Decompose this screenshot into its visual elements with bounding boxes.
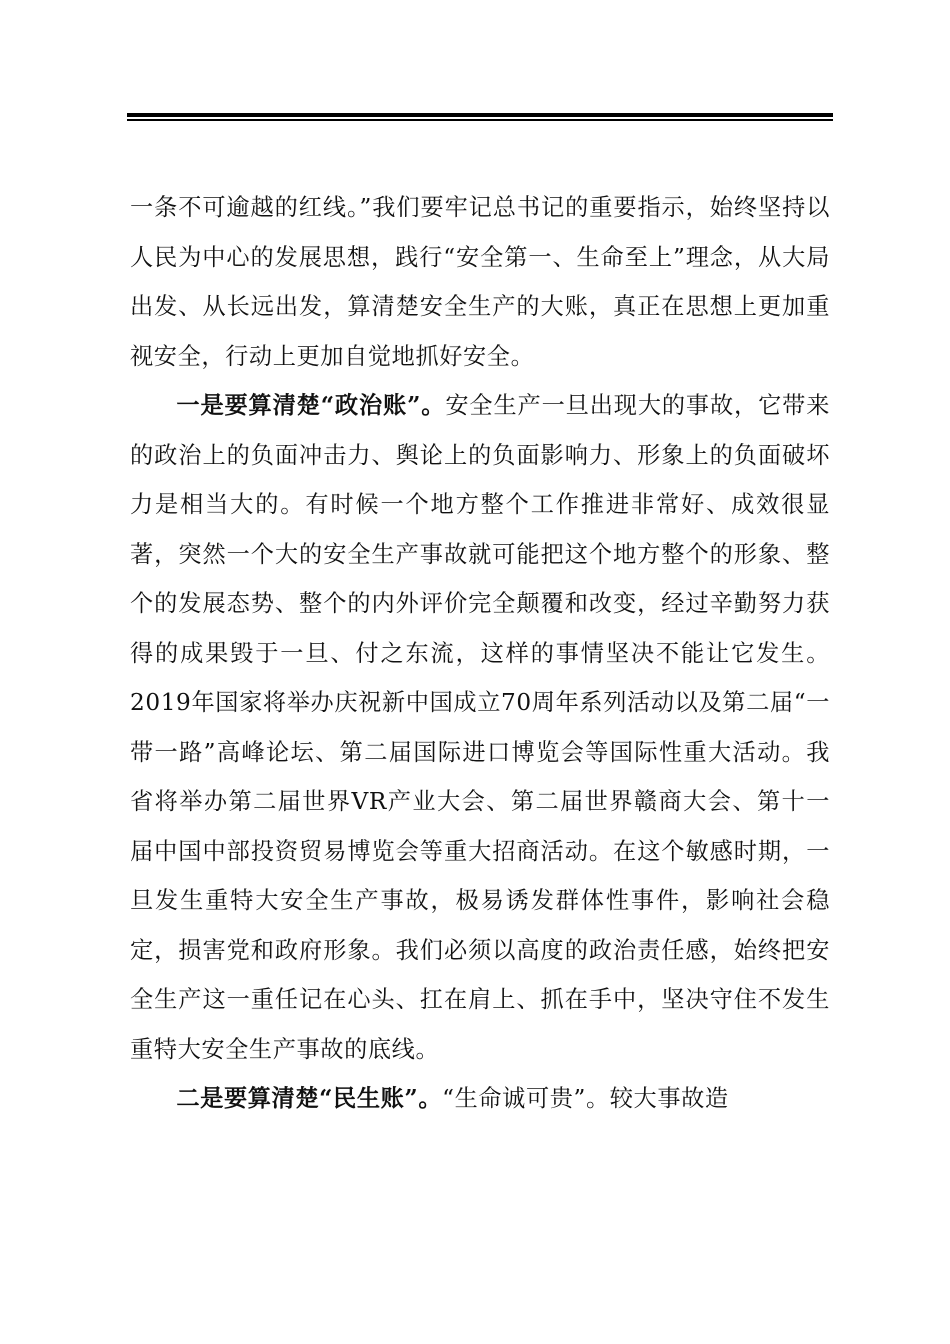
header-rule-thin xyxy=(127,119,833,121)
header-rule-thick xyxy=(127,113,833,117)
body-text xyxy=(130,183,830,1124)
paragraph-continuation xyxy=(130,183,830,381)
paragraph-text: 安全生产一旦出现大的事故，它带来的政治上的负面冲击力、舆论上的负面影响力、形象上的负面破坏力是相当大的。有时候一个地方整个工作推进非常好、成效很显著，突然一个大的安全生产事故就可能把这个地方整个的形象、整个的发展态势、整个的内外评价完全颠覆和改变，经过辛勤努力获得的成果毁于一旦、付之东流，这样的事情坚决不能让它发生。2019年国家将举办庆祝新中国成立70周年系列活动以及第二届“一带一路”高峰论坛、第二届国际进口博览会等国际性重大活动。我省将举办第二届世界VR产业大会、第二届世界赣商大会、第十一届中国中部投资贸易博览会等重大招商活动。在这个敏感时期，一旦发生重特大安全生产事故，极易诱发群体性事件，影响社会稳定，损害党和政府形象。我们必须以高度的政治责任感，始终把安全生产这一重任记在心头、扛在肩上、抓在手中，坚决守住不发生重特大安全生产事故的底线。 xyxy=(130,392,831,1063)
paragraph-livelihood-account xyxy=(130,1074,830,1124)
paragraph-lead-heading: 二是要算清楚“民生账”。 xyxy=(176,1085,443,1112)
paragraph-text: “生命诚可贵”。较大事故造 xyxy=(442,1085,729,1112)
header-double-rule xyxy=(127,113,833,121)
paragraph-political-account xyxy=(130,381,830,1074)
paragraph-text: 一条不可逾越的红线。”我们要牢记总书记的重要指示，始终坚持以人民为中心的发展思想，践行“安全第一、生命至上”理念，从大局出发、从长远出发，算清楚安全生产的大账，真正在思想上更加重视安全，行动上更加自觉地抓好安全。 xyxy=(130,194,830,370)
paragraph-lead-heading: 一是要算清楚“政治账”。 xyxy=(176,392,446,419)
